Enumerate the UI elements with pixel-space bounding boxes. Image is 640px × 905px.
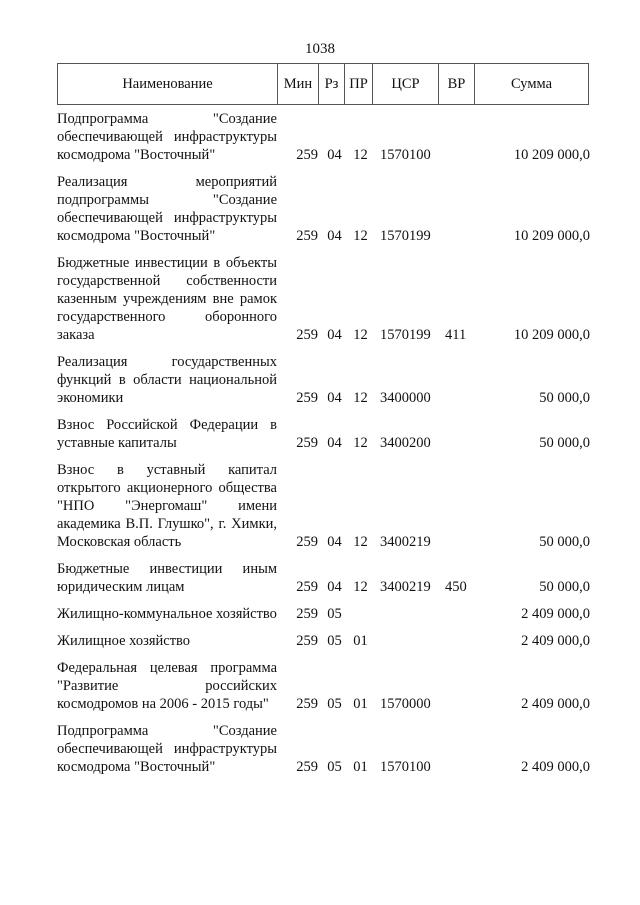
table-row — [57, 659, 590, 722]
cell-pr — [347, 605, 374, 632]
cell-pr: 12 — [353, 147, 368, 163]
cell-rz: 05 — [327, 633, 342, 649]
cell-name: Бюджетные инвестиции иным юридическим лицам — [57, 561, 277, 595]
cell-sum: 10 209 000,0 — [513, 228, 590, 244]
cell-name: Федеральная целевая программа "Развитие российских космодромов на 2006 - 2015 годы" — [57, 660, 277, 712]
col-vr: ВР — [439, 64, 475, 105]
cell-rz: 04 — [327, 579, 342, 595]
cell-name: Взнос в уставный капитал открытого акционерного общества "НПО "Энергомаш" имени академика В.П. Глушко", г. Химки, Московская область — [57, 462, 277, 550]
cell-rz: 04 — [327, 390, 342, 406]
cell-min: 259 — [296, 579, 318, 595]
table-row — [57, 110, 590, 173]
cell-rz: 04 — [327, 327, 342, 343]
cell-csr: 1570199 — [380, 327, 431, 343]
cell-name: Подпрограмма "Создание обеспечивающей инфраструктуры космодрома "Восточный" — [57, 111, 277, 163]
col-sum: Сумма — [475, 64, 589, 105]
cell-sum: 2 409 000,0 — [521, 633, 590, 649]
cell-pr: 12 — [353, 579, 368, 595]
cell-rz: 05 — [327, 696, 342, 712]
cell-csr: 1570100 — [380, 147, 431, 163]
cell-vr — [445, 632, 475, 659]
cell-vr — [445, 659, 475, 722]
cell-sum: 10 209 000,0 — [513, 147, 590, 163]
cell-vr — [445, 722, 475, 785]
table-body — [57, 110, 590, 785]
cell-min: 259 — [296, 390, 318, 406]
cell-csr: 3400219 — [380, 579, 431, 595]
cell-sum: 2 409 000,0 — [521, 696, 590, 712]
cell-min: 259 — [296, 633, 318, 649]
cell-csr: 3400219 — [380, 534, 431, 550]
col-min: Мин — [278, 64, 319, 105]
cell-sum: 2 409 000,0 — [521, 759, 590, 775]
cell-sum: 50 000,0 — [539, 435, 590, 451]
cell-rz: 04 — [327, 534, 342, 550]
cell-vr — [445, 173, 475, 254]
cell-vr — [445, 353, 475, 416]
cell-name: Реализация государственных функций в области национальной экономики — [57, 354, 277, 406]
cell-min: 259 — [296, 327, 318, 343]
table-row — [57, 722, 590, 785]
table-row — [57, 416, 590, 461]
cell-name: Подпрограмма "Создание обеспечивающей инфраструктуры космодрома "Восточный" — [57, 723, 277, 775]
col-pr: ПР — [345, 64, 373, 105]
cell-min: 259 — [296, 759, 318, 775]
cell-pr: 12 — [353, 435, 368, 451]
cell-vr — [445, 605, 475, 632]
table-row — [57, 173, 590, 254]
cell-pr: 12 — [353, 534, 368, 550]
cell-csr — [374, 605, 445, 632]
cell-min: 259 — [296, 606, 318, 622]
table-header — [57, 63, 589, 105]
cell-rz: 04 — [327, 435, 342, 451]
table-row — [57, 353, 590, 416]
cell-sum: 10 209 000,0 — [513, 327, 590, 343]
cell-csr — [374, 632, 445, 659]
cell-min: 259 — [296, 534, 318, 550]
cell-csr: 1570000 — [380, 696, 431, 712]
cell-csr: 1570100 — [380, 759, 431, 775]
table-row — [57, 632, 590, 659]
cell-name: Взнос Российской Федерации в уставные капиталы — [57, 417, 277, 451]
cell-csr: 3400000 — [380, 390, 431, 406]
cell-min: 259 — [296, 696, 318, 712]
cell-pr: 12 — [353, 228, 368, 244]
cell-rz: 04 — [327, 228, 342, 244]
cell-vr — [445, 110, 475, 173]
cell-name: Реализация мероприятий подпрограммы "Создание обеспечивающей инфраструктуры космодрома "Восточный" — [57, 174, 277, 244]
cell-name: Жилищное хозяйство — [57, 633, 191, 649]
cell-rz: 04 — [327, 147, 342, 163]
cell-vr: 450 — [445, 579, 467, 595]
table-row — [57, 560, 590, 605]
col-rz: Рз — [319, 64, 345, 105]
cell-name: Жилищно-коммунальное хозяйство — [57, 606, 277, 622]
col-name: Наименование — [58, 64, 278, 105]
cell-pr: 01 — [353, 633, 368, 649]
cell-pr: 12 — [353, 327, 368, 343]
cell-min: 259 — [296, 228, 318, 244]
cell-name: Бюджетные инвестиции в объекты государственной собственности казенным учреждениям вне рамок государственного оборонного заказа — [57, 255, 277, 343]
page-number: 1038 — [305, 41, 335, 57]
cell-pr: 12 — [353, 390, 368, 406]
cell-pr: 01 — [353, 696, 368, 712]
cell-sum: 2 409 000,0 — [521, 606, 590, 622]
cell-csr: 3400200 — [380, 435, 431, 451]
cell-sum: 50 000,0 — [539, 390, 590, 406]
cell-rz: 05 — [327, 606, 342, 622]
table-row — [57, 254, 590, 353]
cell-sum: 50 000,0 — [539, 534, 590, 550]
cell-csr: 1570199 — [380, 228, 431, 244]
table-row — [57, 461, 590, 560]
cell-vr — [445, 461, 475, 560]
cell-vr: 411 — [445, 327, 467, 343]
cell-min: 259 — [296, 147, 318, 163]
cell-pr: 01 — [353, 759, 368, 775]
cell-min: 259 — [296, 435, 318, 451]
cell-vr — [445, 416, 475, 461]
cell-rz: 05 — [327, 759, 342, 775]
col-csr: ЦСР — [373, 64, 439, 105]
table-row — [57, 605, 590, 632]
cell-sum: 50 000,0 — [539, 579, 590, 595]
